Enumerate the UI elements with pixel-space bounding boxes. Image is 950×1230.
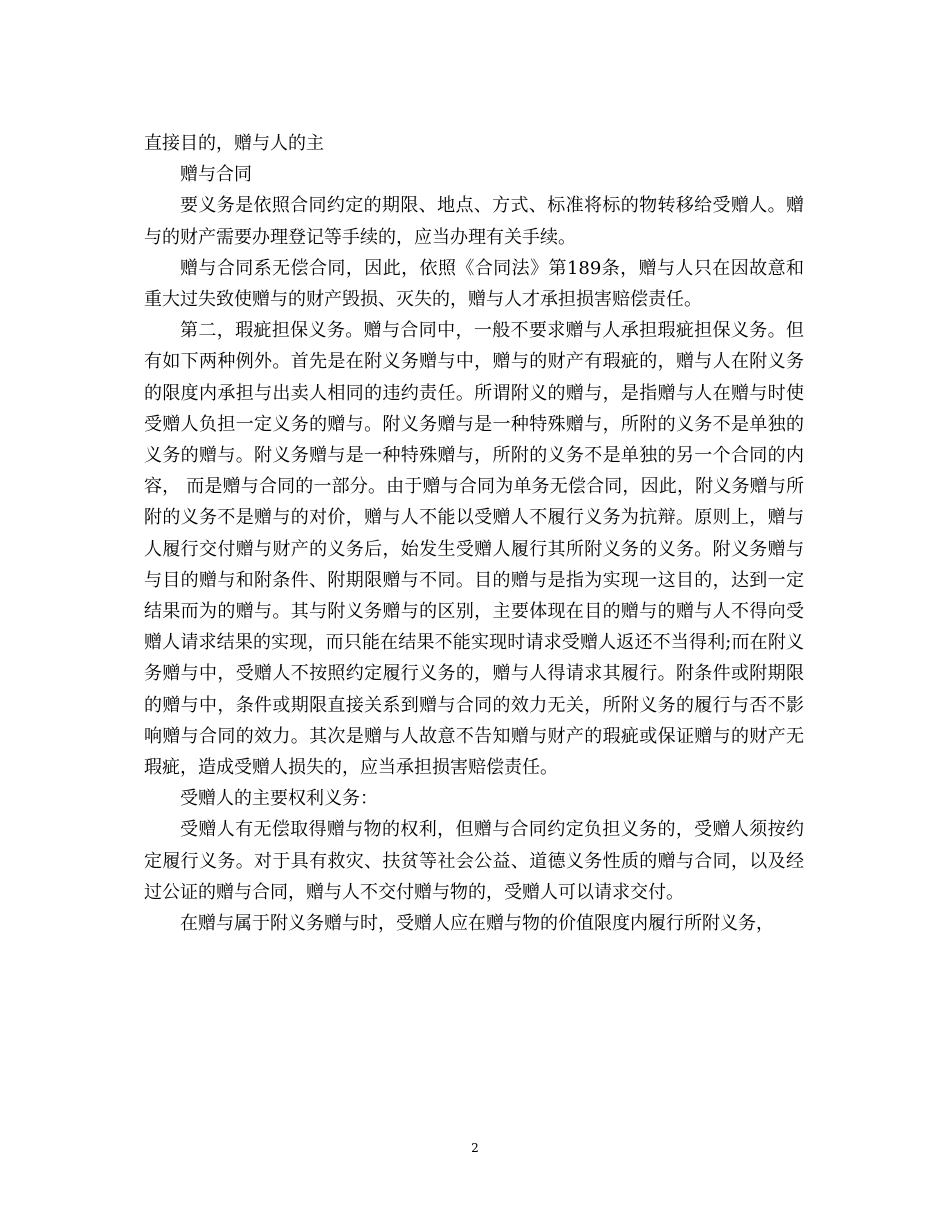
page-number: 2 [471,1141,479,1155]
paragraph-4: 第二，瑕疵担保义务。赠与合同中，一般不要求赠与人承担瑕疵担保义务。但有如下两种例外。首先是在附义务赠与中，赠与的财产有瑕疵的，赠与人在附义务的限度内承担与出卖人相同的违约责任。所谓附义的赠与，是指赠与人在赠与时使受赠人负担一定义务的赠与。附义务赠与是一种特殊赠与，所附的义务不是单独的义务的赠与。附义务赠与是一种特殊赠与，所附的义务不是单独的另一个合同的内容， 而是赠与合同的一部分。由于赠与合同为单务无偿合同，因此，附义务赠与所附的义务不是赠与的对价，赠与人不能以受赠人不履行义务为抗辩。原则上，赠与人履行交付赠与财产的义务后，始发生受赠人履行其所附义务的义务。附义务赠与与目的赠与和附条件、附期限赠与不同。目的赠与是指为实现一这目的，达到一定结果而为的赠与。其与附义务赠与的区别，主要体现在目的赠与的赠与人不得向受赠人请求结果的实现，而只能在结果不能实现时请求受赠人返还不当得利;而在附义务赠与中，受赠人不按照约定履行义务的，赠与人得请求其履行。附条件或附期限的赠与中，条件或期限直接关系到赠与合同的效力无关，所附义务的履行与否不影响赠与合同的效力。其次是赠与人故意不告知赠与财产的瑕疵或保证赠与的财产无瑕疵，造成受赠人损失的，应当承担损害赔偿责任。 [144,320,804,779]
paragraph-1: 赠与合同 [180,164,252,186]
paragraph-7: 在赠与属于附义务赠与时，受赠人应在赠与物的价值限度内履行所附义务， [180,913,774,935]
paragraph-2: 要义务是依照合同约定的期限、地点、方式、标准将标的物转移给受赠人。赠与的财产需要办理登记等手续的，应当办理有关手续。 [144,195,804,248]
document-body [144,128,804,939]
paragraph-6: 受赠人有无偿取得赠与物的权利，但赠与合同约定负担义务的，受赠人须按约定履行义务。对于具有救灾、扶贫等社会公益、道德义务性质的赠与合同，以及经过公证的赠与合同，赠与人不交付赠与物的，受赠人可以请求交付。 [144,819,804,903]
paragraph-5: 受赠人的主要权利义务： [180,788,378,810]
paragraph-0: 直接目的，赠与人的主 [144,133,324,154]
paragraph-3: 赠与合同系无偿合同，因此，依照《合同法》第189条，赠与人只在因故意和重大过失致使赠与的财产毁损、灭失的，赠与人才承担损害赔偿责任。 [144,257,804,311]
